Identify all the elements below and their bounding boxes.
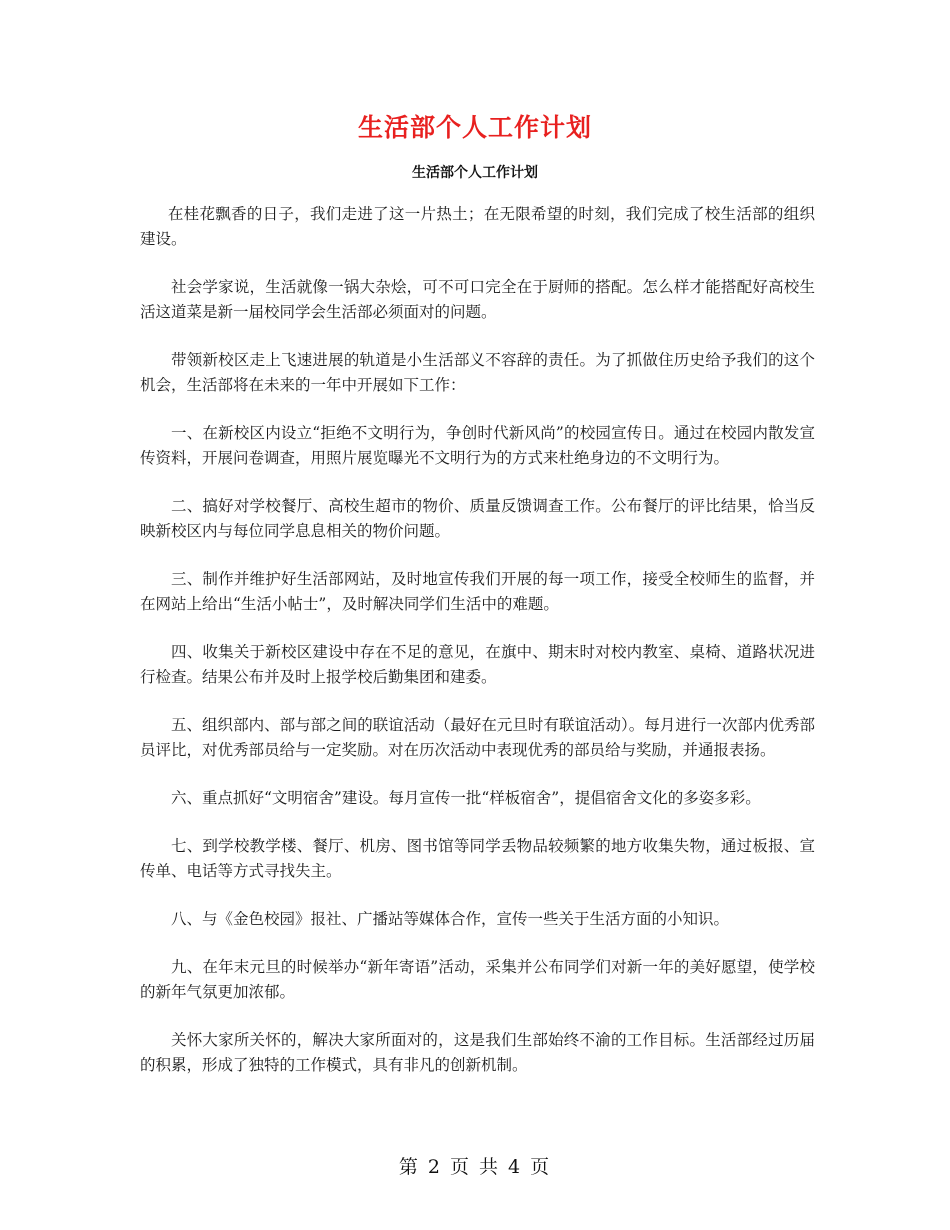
document-subtitle: 生活部个人工作计划 (412, 165, 538, 181)
paragraph-item-4: 四、收集关于新校区建设中存在不足的意见，在旗中、期末时对校内教室、桌椅、道路状况进行检查。结果公布并及时上报学校后勤集团和建委。 (140, 643, 815, 686)
paragraph-item-5: 五、组织部内、部与部之间的联谊活动（最好在元旦时有联谊活动）。每月进行一次部内优秀部员评比，对优秀部员给与一定奖励。对在历次活动中表现优秀的部员给与奖励，并通报表扬。 (140, 716, 815, 759)
paragraph-intro: 在桂花飘香的日子，我们走进了这一片热土；在无限希望的时刻，我们完成了校生活部的组织建设。 (140, 205, 815, 248)
paragraph-item-3: 三、制作并维护好生活部网站，及时地宣传我们开展的每一项工作，接受全校师生的监督，并在网站上给出“生活小帖士”，及时解决同学们生活中的难题。 (140, 570, 815, 613)
paragraph-responsibility: 带领新校区走上飞速进展的轨道是小生活部义不容辞的责任。为了抓做住历史给予我们的这个机会，生活部将在未来的一年中开展如下工作： (140, 351, 815, 394)
document-title: 生活部个人工作计划 (357, 113, 592, 142)
document-body (140, 202, 815, 1101)
paragraph-item-2: 二、搞好对学校餐厅、高校生超市的物价、质量反馈调查工作。公布餐厅的评比结果，恰当反映新校区内与每位同学息息相关的物价问题。 (140, 497, 815, 540)
paragraph-item-6: 六、重点抓好“文明宿舍”建设。每月宣传一批“样板宿舍”，提倡宿舍文化的多姿多彩。 (171, 789, 761, 807)
paragraph-conclusion: 关怀大家所关怀的，解决大家所面对的，这是我们生部始终不渝的工作目标。生活部经过历届的积累，形成了独特的工作模式，具有非凡的创新机制。 (140, 1031, 815, 1074)
paragraph-sociologist: 社会学家说，生活就像一锅大杂烩，可不可口完全在于厨师的搭配。怎么样才能搭配好高校生活这道菜是新一届校同学会生活部必须面对的问题。 (140, 278, 815, 321)
paragraph-item-1: 一、在新校区内设立“拒绝不文明行为，争创时代新风尚”的校园宣传日。通过在校园内散发宣传资料，开展问卷调查，用照片展览曝光不文明行为的方式来杜绝身边的不文明行为。 (140, 424, 815, 467)
paragraph-item-7: 七、到学校教学楼、餐厅、机房、图书馆等同学丢物品较频繁的地方收集失物，通过板报、宣传单、电话等方式寻找失主。 (140, 837, 815, 880)
paragraph-item-9: 九、在年末元旦的时候举办“新年寄语”活动，采集并公布同学们对新一年的美好愿望，使学校的新年气氛更加浓郁。 (140, 958, 815, 1001)
page-number-footer: 第 2 页 共 4 页 (398, 1156, 552, 1178)
paragraph-item-8: 八、与《金色校园》报社、广播站等媒体合作，宣传一些关于生活方面的小知识。 (171, 910, 730, 928)
